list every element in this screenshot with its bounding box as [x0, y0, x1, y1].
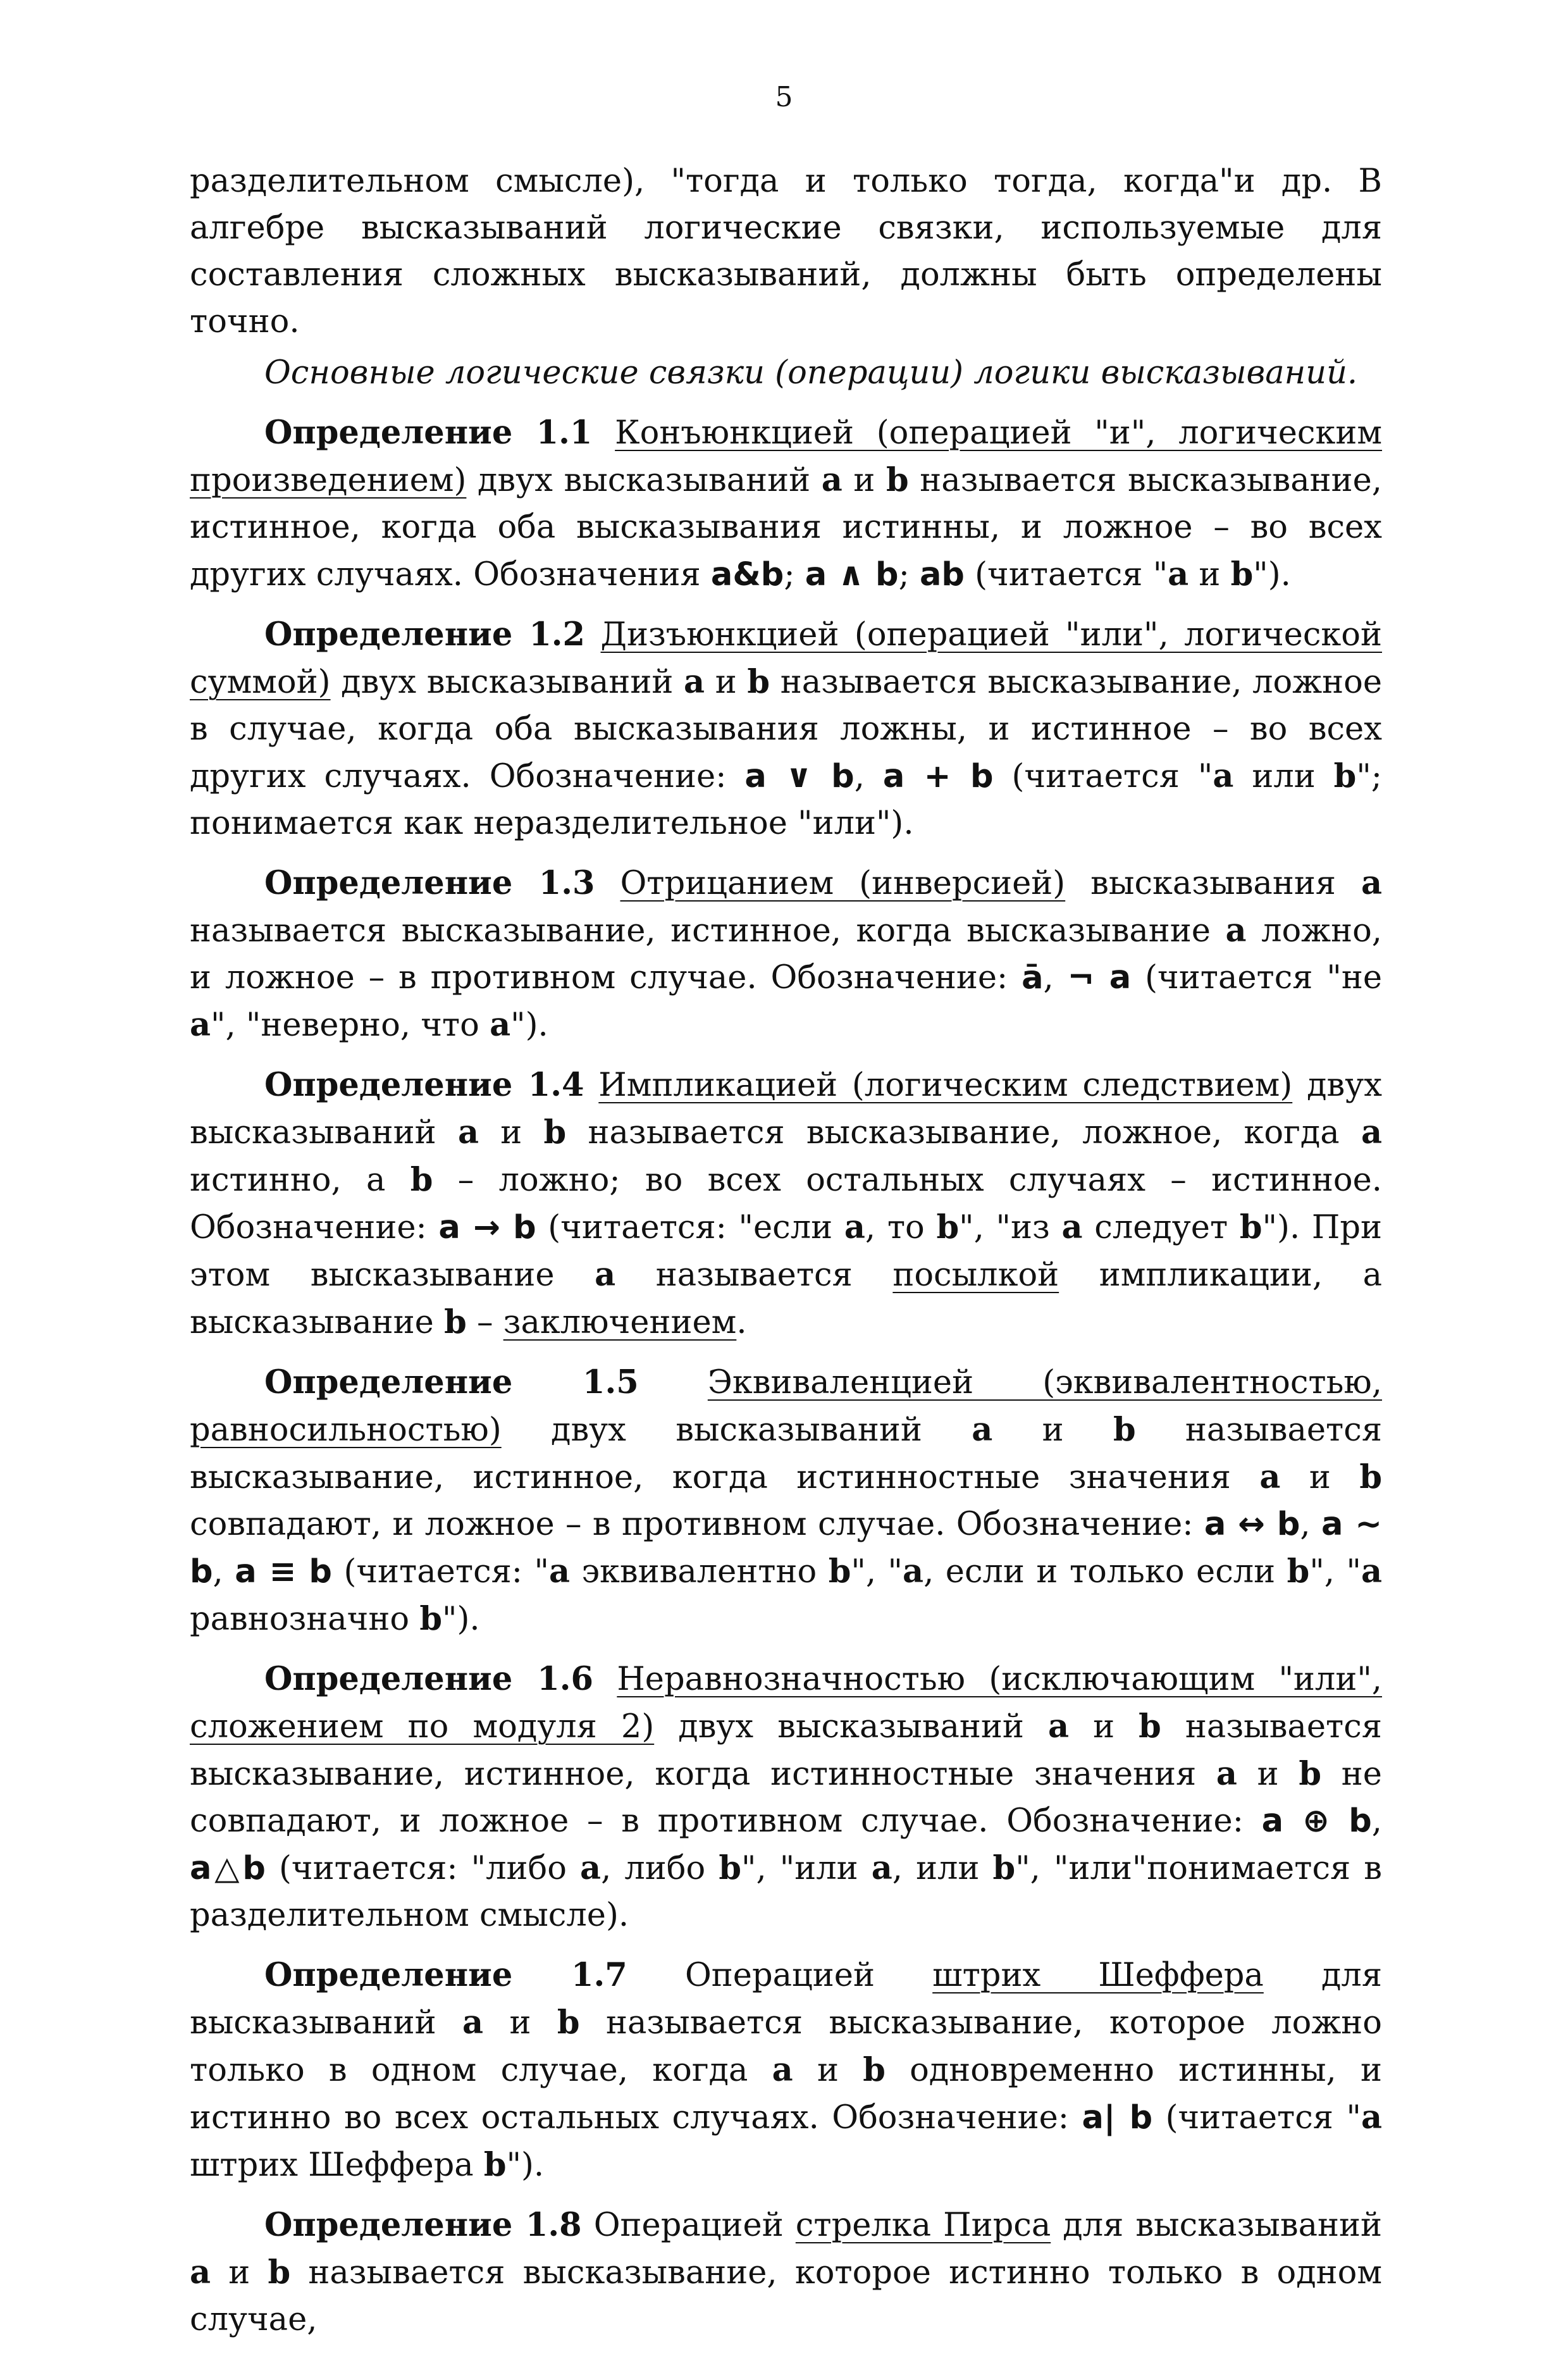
notation: ā	[1022, 959, 1044, 996]
notation: a ∨ b	[744, 758, 855, 795]
notation: a ↔ b	[1204, 1506, 1300, 1543]
conclusion-term: заключением	[503, 1304, 737, 1341]
definition-1-5: Определение 1.5 Эквиваленцией (эквивалентностью, равносильностью) двух высказываний a и b называется высказывание, истинное, когда истинностные значения a и b совпадают, и ложное – в противном случае. Обозначение: a ↔ b, a ∼ b, a ≡ b (читается: "a эквивалентно b", "a, если и только если b", "a равнозначно b").	[190, 1363, 1382, 1638]
definition-label: Определение 1.4	[264, 1066, 584, 1104]
definition-label: Определение 1.8	[264, 2206, 582, 2244]
definition-1-4: Определение 1.4 Импликацией (логическим следствием) двух высказываний a и b называется высказывание, ложное, когда a истинно, а b – ложно; во всех остальных случаях – истинное. Обозначение: a → b (читается: "если a, то b", "из a следует b"). При этом высказывание a называется посылкой импликации, а высказывание b – заключением.	[190, 1066, 1382, 1341]
page-body	[190, 158, 1382, 2356]
definition-term: Неравнозначностью (исключающим "или", сложением по модуля 2)	[190, 1661, 1382, 1745]
premise-term: посылкой	[892, 1256, 1059, 1294]
definition-1-3: Определение 1.3 Отрицанием (инверсией) высказывания a называется высказывание, истинное, когда высказывание a ложно, и ложное – в противном случае. Обозначение: ā, ¬ a (читается "не a", "неверно, что a").	[190, 864, 1383, 1044]
definition-term: Эквиваленцией (эквивалентностью, равносильностью)	[190, 1364, 1382, 1449]
definition-term: Дизъюнкцией (операцией "или", логической суммой)	[190, 616, 1382, 701]
definition-label: Определение 1.7	[264, 1956, 627, 1994]
notation: a&b	[710, 556, 784, 593]
section-heading: Основные логические связки (операции) логики высказываний.	[264, 354, 1358, 392]
definition-label: Определение 1.3	[264, 864, 595, 902]
definition-label: Определение 1.6	[264, 1660, 593, 1698]
definition-term: Конъюнкцией (операцией "и", логическим произведением)	[190, 414, 1383, 499]
definition-1-8: Определение 1.8 Операцией стрелка Пирса для высказываний a и b называется высказывание, которое истинно только в одном случае,	[190, 2206, 1382, 2338]
definition-1-1: Определение 1.1 Конъюнкцией (операцией "и", логическим произведением) двух высказываний a и b называется высказывание, истинное, когда оба высказывания истинны, и ложное – во всех других случаях. Обозначения a&b; a ∧ b; ab (читается "a и b").	[190, 414, 1383, 593]
notation: a| b	[1082, 2099, 1153, 2136]
notation: a ⊕ b	[1261, 1802, 1372, 1840]
intro-paragraph: разделительном смысле), "тогда и только тогда, когда"и др. В алгебре высказываний логические связки, используемые для составления сложных высказываний, должны быть определены точно.	[190, 163, 1382, 340]
definition-label: Определение 1.5	[264, 1363, 639, 1401]
definition-label: Определение 1.2	[264, 616, 586, 654]
definition-1-6: Определение 1.6 Неравнозначностью (исключающим "или", сложением по модуля 2) двух высказываний a и b называется высказывание, истинное, когда истинностные значения a и b не совпадают, и ложное – в противном случае. Обозначение: a ⊕ b, a△b (читается: "либо a, либо b", "или a, или b", "или"понимается в разделительном смысле).	[190, 1660, 1382, 1934]
page-number: 5	[775, 81, 793, 113]
definition-term: стрелка Пирса	[795, 2207, 1051, 2244]
notation: a → b	[438, 1209, 536, 1246]
definition-term: Отрицанием (инверсией)	[620, 865, 1066, 902]
definition-label: Определение 1.1	[264, 414, 593, 452]
definition-term: Импликацией (логическим следствием)	[598, 1067, 1293, 1104]
definition-1-7: Определение 1.7 Операцией штрих Шеффера для высказываний a и b называется высказывание, которое ложно только в одном случае, когда a и b одновременно истинны, и истинно во всех остальных случаях. Обозначение: a| b (читается "a штрих Шеффера b").	[190, 1956, 1383, 2184]
definition-1-2: Определение 1.2 Дизъюнкцией (операцией "или", логической суммой) двух высказываний a и b называется высказывание, ложное в случае, когда оба высказывания ложны, и истинное – во всех других случаях. Обозначение: a ∨ b, a + b (читается "a или b"; понимается как неразделительное "или").	[190, 616, 1383, 842]
definition-term: штрих Шеффера	[932, 1957, 1264, 1994]
